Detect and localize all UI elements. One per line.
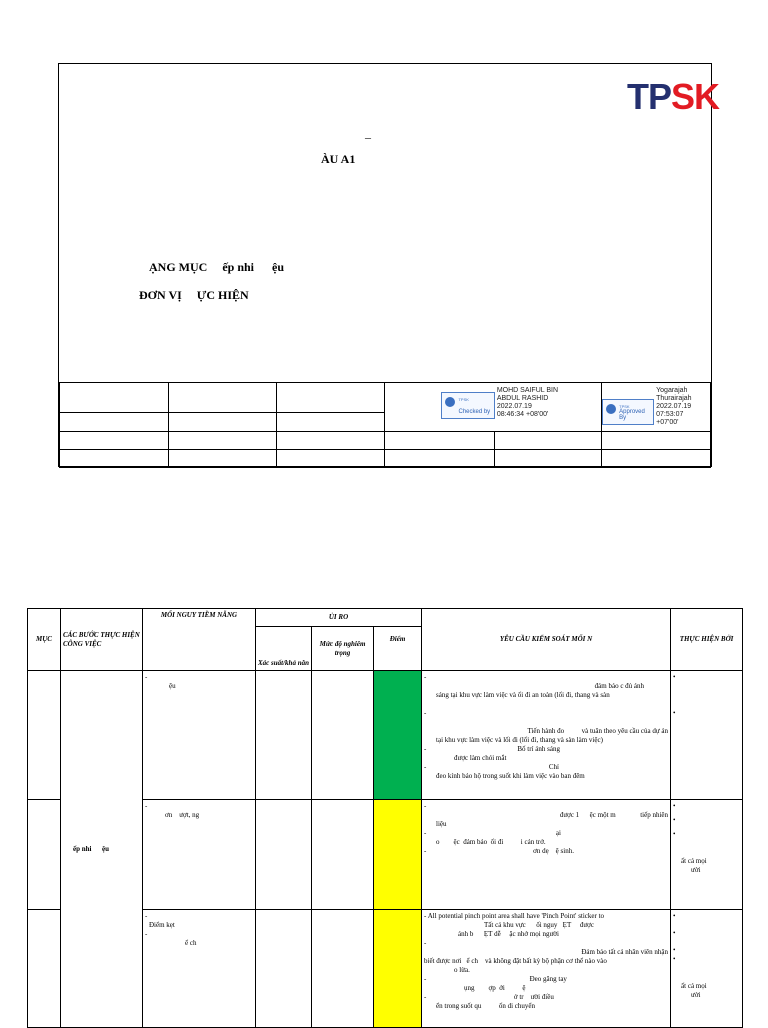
header-likelihood: Xác suất/khả năn bbox=[256, 627, 312, 671]
hazard-cell bbox=[143, 671, 256, 800]
cover-page bbox=[58, 63, 720, 467]
risk-score-cell bbox=[374, 910, 422, 1028]
header-score: Điểm bbox=[374, 627, 422, 671]
control-line: o ệc đảm bảo ối đi i cản trở. bbox=[436, 838, 546, 846]
responsible-text: ất cả mọi bbox=[681, 982, 707, 990]
checked-by-signer: MOHD SAIFUL BIN ABDUL RASHID 2022.07.19 08:46:34 +08'00' bbox=[496, 387, 559, 418]
control-line: - Bố trí ánh sáng bbox=[424, 745, 560, 753]
sign-cell bbox=[276, 413, 385, 432]
sign-cell bbox=[276, 432, 385, 450]
sign-cell bbox=[168, 432, 276, 450]
checked-by-stamp[interactable] bbox=[441, 392, 495, 419]
hazard-line: - bbox=[145, 673, 148, 681]
hazard-cell bbox=[143, 910, 256, 1028]
approved-by-cell bbox=[602, 383, 711, 432]
control-line: được làm chói mắt bbox=[454, 754, 507, 762]
control-line: - ơn dẹ ệ sinh. bbox=[424, 847, 574, 855]
bullet bbox=[673, 964, 740, 973]
control-line bbox=[424, 700, 668, 709]
responsible-cell bbox=[671, 800, 743, 910]
hazard-line: ể ch bbox=[185, 939, 197, 947]
sign-cell bbox=[385, 432, 495, 450]
control-line: ụng ợp ới ệ bbox=[464, 984, 526, 992]
row-number-cell bbox=[28, 800, 61, 910]
control-cell bbox=[422, 800, 671, 910]
control-line: đảm bảo c đủ ánh bbox=[594, 682, 645, 690]
sign-cell bbox=[60, 383, 169, 413]
control-line: ển trong suốt qu ốn di chuyển bbox=[436, 1002, 535, 1010]
control-line: tại khu vực làm việc và lối đi (lối đi, thang và sàn làm việc) bbox=[436, 736, 603, 744]
logo-sk: SK bbox=[671, 76, 720, 117]
checked-by-signer-cell bbox=[495, 383, 602, 432]
control-line: ánh b ẸT dễ ặc nhở mọi người bbox=[458, 930, 559, 938]
likelihood-cell bbox=[256, 671, 312, 800]
severity-cell bbox=[312, 800, 374, 910]
control-line: - Chỉ bbox=[424, 763, 559, 771]
bullet: • bbox=[673, 830, 676, 838]
control-line: liệu bbox=[436, 820, 447, 828]
header-severity: Mức độ nghiêm trọng bbox=[312, 627, 374, 671]
severity-cell bbox=[312, 671, 374, 800]
table-row bbox=[28, 671, 743, 800]
bullet: • bbox=[673, 816, 676, 824]
control-line: - Đeo găng tay bbox=[424, 975, 567, 983]
tpsk-logo bbox=[627, 76, 720, 117]
tpsk-seal-icon bbox=[606, 404, 616, 414]
control-line: - bbox=[424, 802, 427, 810]
sign-cell bbox=[602, 432, 711, 450]
bullet bbox=[673, 973, 740, 982]
control-line: - ở tr ười điều bbox=[424, 993, 554, 1001]
responsible-text: ất cả mọi bbox=[681, 857, 707, 865]
document-title: ÀU A1 bbox=[321, 152, 356, 166]
approved-by-signer: Yogarajah Thurairajah 2022.07.19 07:53:07 +07'00' bbox=[656, 387, 692, 426]
work-item-field: ẠNG MỤC ếp nhi ệu bbox=[149, 260, 285, 274]
responsible-text: ười bbox=[691, 866, 701, 874]
logo-tp: TP bbox=[627, 76, 672, 117]
sign-cell bbox=[602, 450, 711, 468]
control-cell bbox=[422, 910, 671, 1028]
sign-cell bbox=[495, 450, 602, 468]
control-line: biết được nơi ể ch và không đặt bất kỳ bộ phận cơ thể nào vào bbox=[424, 957, 607, 965]
control-line bbox=[424, 718, 668, 727]
risk-score-cell bbox=[374, 671, 422, 800]
control-cell bbox=[422, 671, 671, 800]
sign-cell bbox=[276, 450, 385, 468]
signature-table bbox=[59, 382, 711, 468]
hazard-line: - bbox=[145, 802, 148, 810]
sign-cell bbox=[495, 432, 602, 450]
header-hazard: MỐI NGUY TIỀM NĂNG bbox=[143, 609, 256, 671]
sign-cell bbox=[385, 450, 495, 468]
bullet bbox=[673, 682, 740, 691]
bullet: • bbox=[673, 946, 676, 954]
sign-cell bbox=[168, 413, 276, 432]
control-line: Tất cả khu vực ối nguy ẸT được bbox=[484, 921, 594, 929]
control-line: - ại bbox=[424, 829, 561, 837]
sign-cell bbox=[276, 383, 385, 413]
responsible-text: ười bbox=[691, 991, 701, 999]
severity-cell bbox=[312, 910, 374, 1028]
control-line: - bbox=[424, 673, 427, 681]
likelihood-cell bbox=[256, 800, 312, 910]
bullet bbox=[673, 839, 740, 848]
bullet: • bbox=[673, 673, 676, 681]
checked-by-cell bbox=[385, 383, 495, 432]
control-line: Đảm bảo tất cả nhân viên nhận bbox=[581, 948, 669, 956]
control-line: - All potential pinch point area shall have 'Pinch Point' sticker to bbox=[424, 912, 605, 920]
step-label: ếp nhi ệu bbox=[73, 844, 109, 853]
bullet: • bbox=[673, 955, 676, 963]
stamp-small-label: TPSK bbox=[458, 397, 469, 402]
bullet bbox=[673, 848, 740, 857]
control-line: Tiến hành đo và tuân theo yêu cầu của dự án bbox=[527, 727, 669, 735]
tpsk-seal-icon bbox=[445, 397, 455, 407]
hazard-line: - bbox=[145, 930, 148, 938]
likelihood-cell bbox=[256, 910, 312, 1028]
control-line: đeo kính bảo hộ trong suốt khi làm việc vào ban đêm bbox=[436, 772, 585, 780]
hazard-line: Điểm kẹt bbox=[149, 921, 175, 929]
sign-cell bbox=[168, 383, 276, 413]
risk-score-cell bbox=[374, 800, 422, 910]
bullet: • bbox=[673, 929, 676, 937]
bullet bbox=[673, 700, 740, 709]
header-by: THỰC HIỆN BỞI bbox=[671, 609, 743, 671]
responsible-cell bbox=[671, 910, 743, 1028]
approved-by-stamp[interactable] bbox=[602, 399, 654, 425]
hazard-line: ệu bbox=[169, 682, 176, 690]
bullet bbox=[673, 691, 740, 700]
hazard-line: - bbox=[145, 912, 148, 920]
sign-cell bbox=[168, 450, 276, 468]
sign-cell bbox=[60, 432, 169, 450]
control-line: o lừa. bbox=[454, 966, 470, 974]
bullet: • bbox=[673, 709, 676, 717]
header-muc: MỤC bbox=[28, 609, 61, 671]
header-control: YÊU CẦU KIỂM SOÁT MỐI N bbox=[422, 609, 671, 671]
executing-unit-field: ĐƠN VỊ ỰC HIỆN bbox=[139, 288, 249, 302]
title-dash: – bbox=[365, 130, 371, 144]
responsible-cell bbox=[671, 671, 743, 800]
row-number-cell bbox=[28, 910, 61, 1028]
bullet: • bbox=[673, 912, 676, 920]
control-line: sáng tại khu vực làm việc và ối đi an toàn (lối đi, thang và sàn bbox=[436, 691, 610, 699]
control-line: - bbox=[424, 709, 427, 717]
sign-cell bbox=[60, 450, 169, 468]
row-number-cell bbox=[28, 671, 61, 800]
approved-by-label: Approved By bbox=[619, 409, 645, 421]
risk-assessment-table bbox=[27, 608, 743, 1028]
control-line: được 1 ệc một m tiếp nhiên bbox=[559, 811, 669, 819]
control-line: - bbox=[424, 939, 427, 947]
sign-cell bbox=[60, 413, 169, 432]
header-steps: CÁC BƯỚC THỰC HIỆN CÔNG VIỆC bbox=[61, 609, 143, 671]
hazard-cell bbox=[143, 800, 256, 910]
header-risk: ỦI RO bbox=[256, 609, 422, 627]
hazard-line: ơn ượt, ng bbox=[165, 811, 200, 819]
step-cell bbox=[61, 671, 143, 1028]
checked-by-label: Checked by bbox=[458, 409, 491, 415]
stamp-small-label: TPSK bbox=[619, 404, 630, 409]
bullet: • bbox=[673, 802, 676, 810]
